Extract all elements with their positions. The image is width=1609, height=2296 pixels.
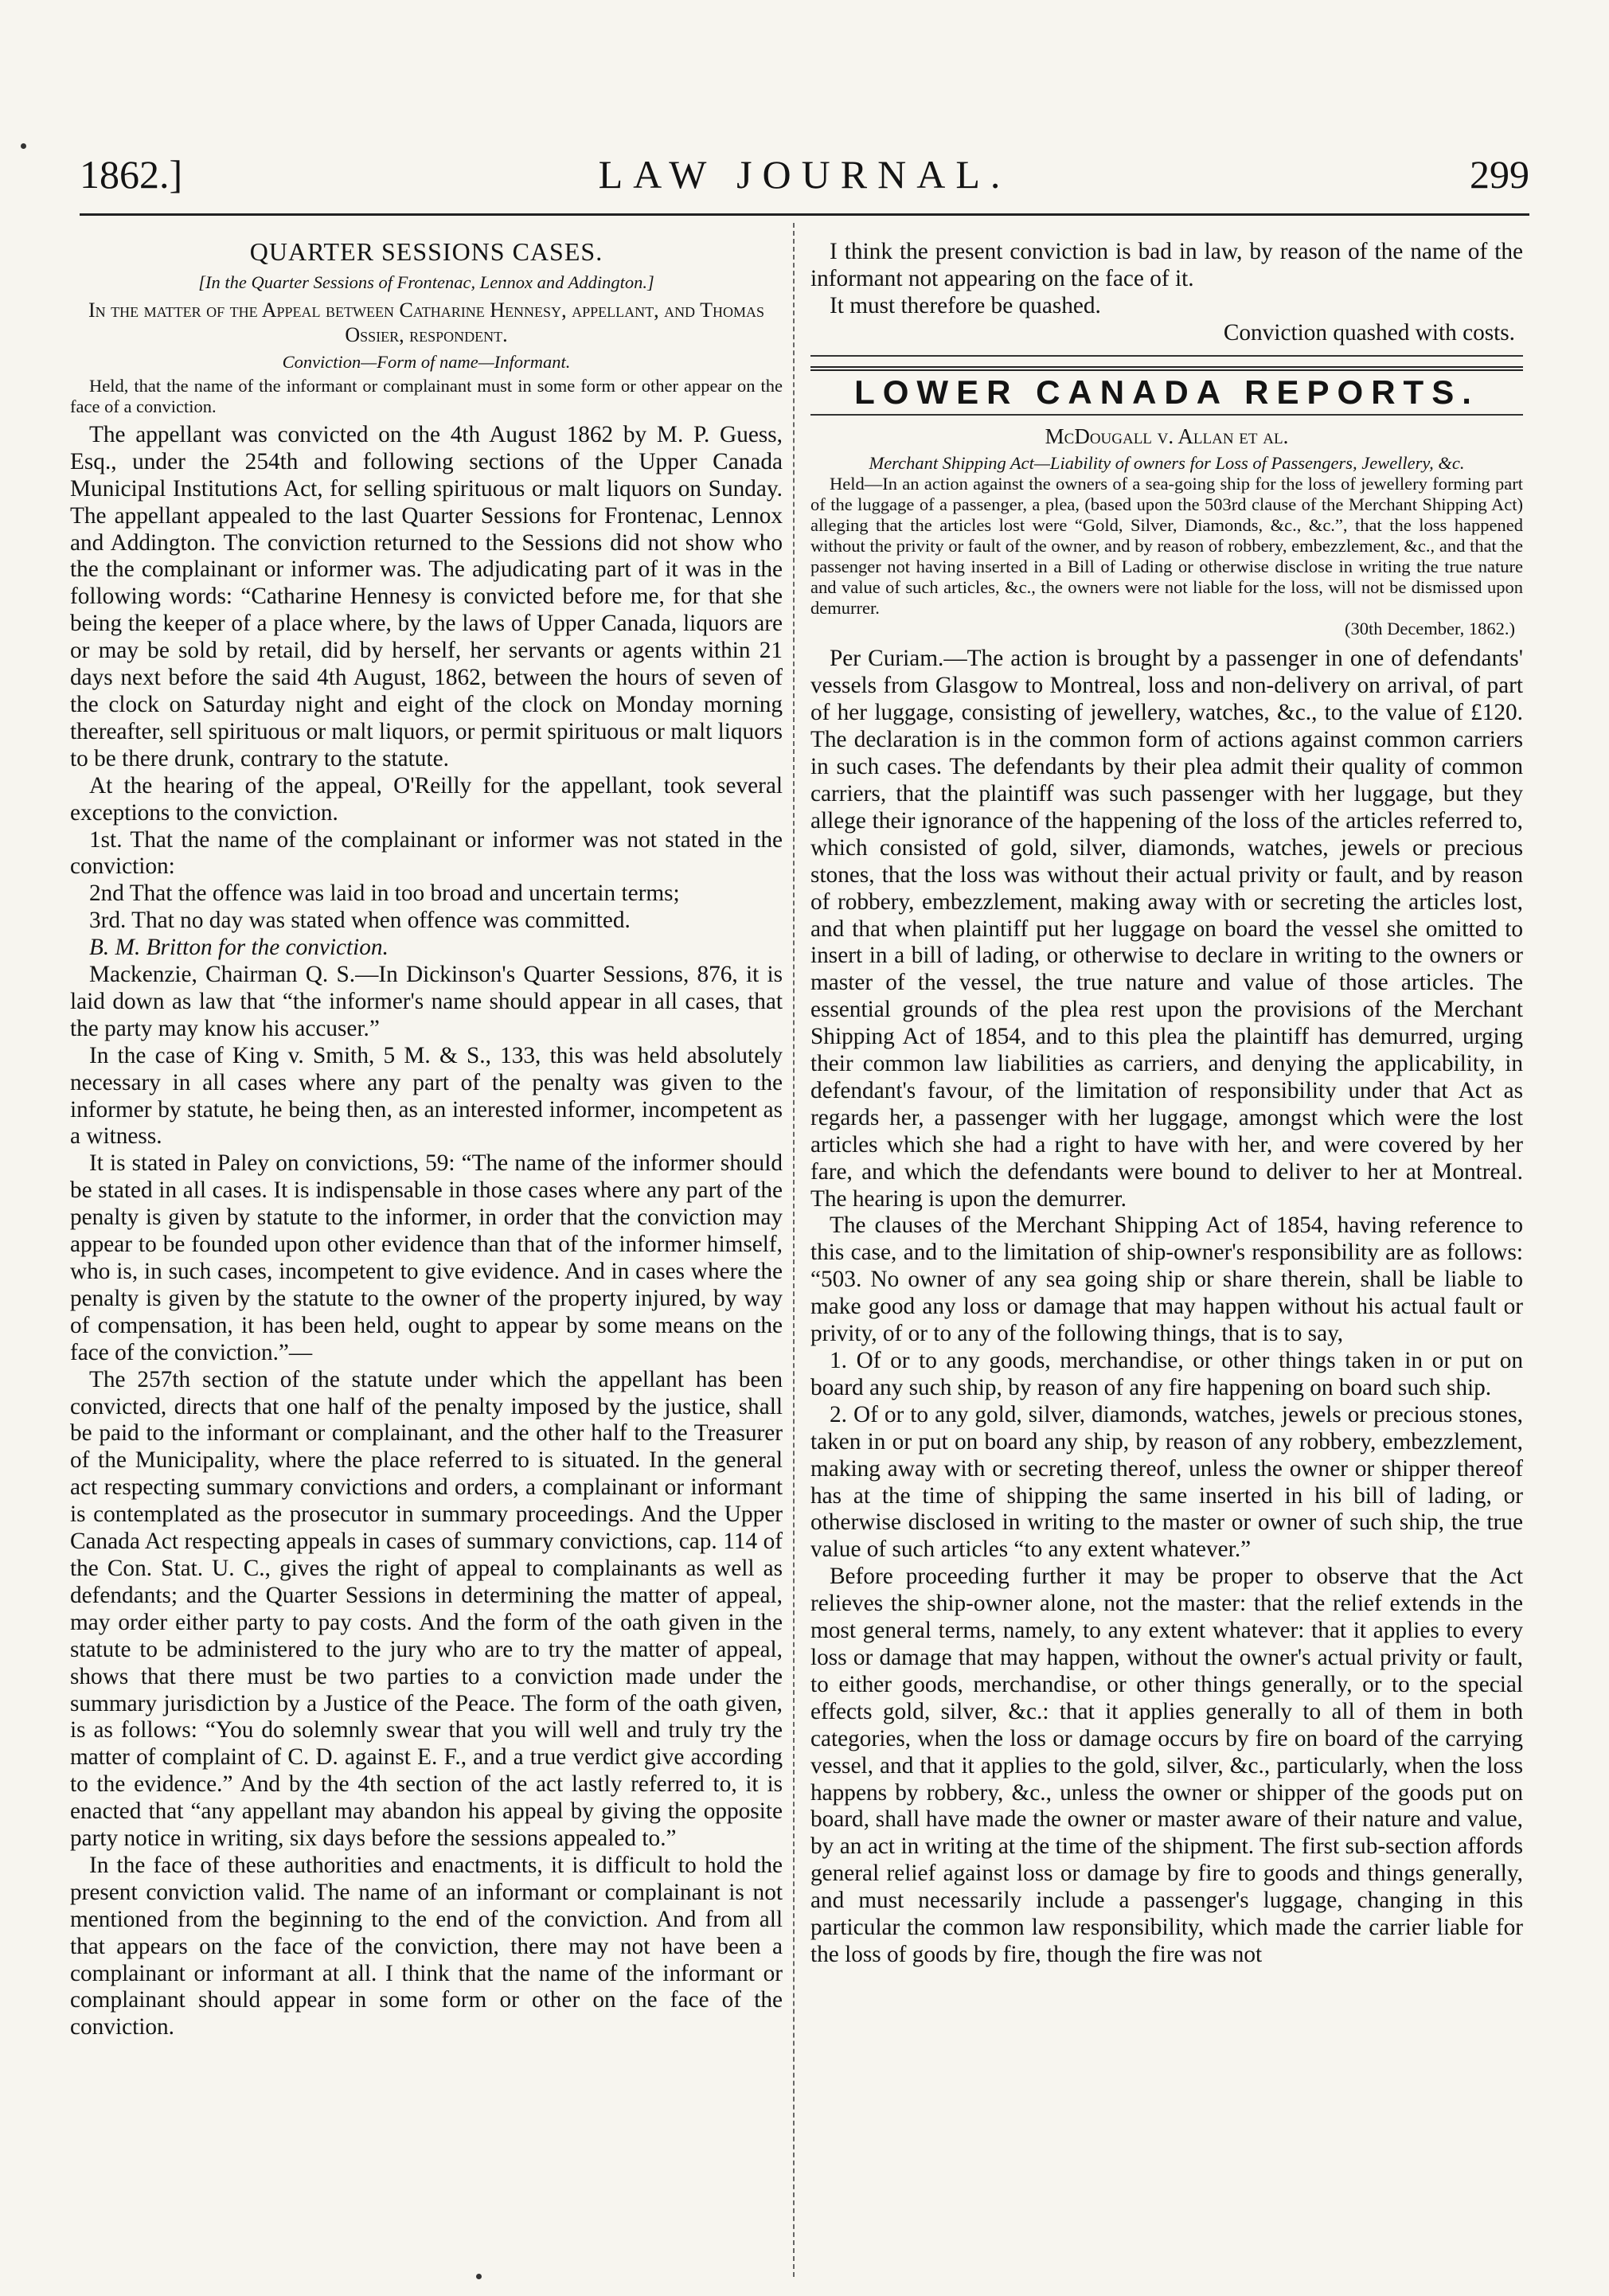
paragraph: Before proceeding further it may be proper to observe that the Act relieves the ship-owner alone, not the master: that the relief extends in the most general terms, namely, to any extent whatever: that it applies to every loss or damage that may happen, without the owner's actual privity or fault, to either goods, merchandise, or other things generally, or to the special effects gold, silver, &c.: that it applies generally to all of them in both categories, when the loss or damage occurs by fire on board of the carrying vessel, and that it applies to the gold, silver, &c., particularly, when the loss happens by robbery, &c., unless the owner or shipper of the goods put on board, shall have made the owner or master aware of their nature and value, by an act in writing at the time of the shipment. The first sub-section affords general relief against loss or damage by fire to goods and things generally, and must necessarily include a passenger's luggage, changing in this particular the common law responsibility, which made the carrier liable for the loss of goods by fire, though the fire was not	[810, 1564, 1523, 1967]
case-title: In the matter of the Appeal between Catharine Hennesy, appellant, and Thomas Ossier, respondent.	[88, 298, 764, 346]
decision-date: (30th December, 1862.)	[1344, 619, 1515, 639]
paragraph: It must therefore be quashed.	[830, 292, 1101, 318]
right-column	[810, 239, 1523, 2277]
headnote: Held, that the name of the informant or complainant must in some form or other appear on the face of a conviction.	[70, 375, 783, 416]
paragraph: The clauses of the Merchant Shipping Act of 1854, having reference to this case, and to the limitation of ship-owner's responsibility are as follows: “503. No owner of any sea going ship or share therein, shall be liable to make good any loss or damage that may happen without his actual fault or privity, of or to any of the following things, that is to say,	[810, 1212, 1523, 1347]
ink-speck	[21, 143, 26, 149]
catchwords: Conviction—Form of name—Informant.	[282, 351, 571, 372]
paragraph: In the face of these authorities and enactments, it is difficult to hold the present conviction valid. The name of an informant or complainant is not mentioned from the beginning to the end of the conviction. And from all that appears on the face of the conviction, there may not have been a complainant or informant at all. I think that the name of the informant or complainant should appear in some form or other on the face of the conviction.	[70, 1852, 783, 2040]
section-heading: LOWER CANADA REPORTS.	[854, 373, 1479, 411]
case-title: McDougall v. Allan et al.	[1045, 424, 1289, 448]
rule	[810, 355, 1523, 357]
paragraph: In the case of King v. Smith, 5 M. & S., 133, this was held absolutely necessary in all cases where any part of the penalty was given to the informer by statute, he being then, as an interested informer, incompetent as a witness.	[70, 1042, 783, 1150]
paragraph: At the hearing of the appeal, O'Reilly for the appellant, took several exceptions to the conviction.	[70, 772, 783, 826]
paragraph: I think the present conviction is bad in law, by reason of the name of the informant not appearing on the face of it.	[810, 239, 1523, 291]
header-rule	[80, 213, 1529, 216]
ink-speck	[476, 2274, 482, 2279]
column-divider	[793, 223, 795, 2277]
paragraph: 1st. That the name of the complainant or informer was not stated in the conviction:	[70, 826, 783, 880]
rule	[810, 366, 1523, 371]
running-header	[80, 151, 1529, 207]
paragraph: 2. Of or to any gold, silver, diamonds, watches, jewels or precious stones, taken in or put on board any ship, by reason of any robbery, embezzlement, making away with or secreting thereof, unless the owner or shipper thereof has at the time of shipping the same inserted in his bill of lading, or otherwise disclosed in writing to the master or owner of such ship, the true value of such articles “to any extent whatever.”	[810, 1401, 1523, 1563]
paragraph: Mackenzie, Chairman Q. S.—In Dickinson's Quarter Sessions, 876, it is laid down as law that “the informer's name should appear in all cases, that the party may know his accuser.”	[70, 962, 783, 1041]
court-line: [In the Quarter Sessions of Frontenac, Lennox and Addington.]	[198, 271, 654, 292]
paragraph: The appellant was convicted on the 4th August 1862 by M. P. Guess, Esq., under the 254th and following sections of the Upper Canada Municipal Institutions Act, for selling spirituous or malt liquors on Sunday. The appellant appealed to the last Quarter Sessions for Frontenac, Lennox and Addington. The conviction returned to the Sessions did not show who the the complainant or informer was. The adjudicating part of it was in the following words: “Catharine Hennesy is convicted before me, for that she being the keeper of a place where, by the laws of Upper Canada, liquors are or may be sold by retail, did by herself, her servants or agents within 21 days next before the said 4th August, 1862, between the hours of seven of the clock on Saturday night and eight of the clock on Monday morning thereafter, sell spirituous or malt liquors, or permit spirituous or malt liquors to be there drunk, contrary to the statute.	[70, 421, 783, 771]
section-heading: QUARTER SESSIONS CASES.	[249, 239, 603, 266]
page-number: 299	[1470, 152, 1529, 197]
headnote: Held—In an action against the owners of a sea-going ship for the loss of jewellery forming part of the luggage of a passenger, a plea, (based upon the 503rd clause of the Merchant Shipping Act) alleging that the articles lost were “Gold, Silver, Diamonds, &c., &c.”, that the loss happened without the privity or fault of the owner, and by reason of robbery, embezzlement, &c., and that the passenger not having inserted in a Bill of Lading or otherwise disclose in writing the true nature and value of such articles, &c., the owners were not liable for the loss, will not be dismissed upon demurrer.	[810, 474, 1523, 619]
paragraph: 2nd That the offence was laid in too broad and uncertain terms;	[89, 881, 680, 907]
decision: Conviction quashed with costs.	[1223, 319, 1515, 346]
header-year: 1862.]	[80, 152, 183, 197]
rule	[810, 414, 1523, 416]
paragraph: Per Curiam.—The action is brought by a passenger in one of defendants' vessels from Glasgow to Montreal, loss and non-delivery on arrival, of part of her luggage, consisting of jewellery, watches, &c., to the value of £120. The declaration is in the common form of actions against common carriers in such cases. The defendants by their plea admit their quality of common carriers, that the plaintiff was such passenger with her luggage, but they allege their ignorance of the happening of the loss of the articles referred to, which consisted of gold, silver, diamonds, watches, jewels or precious stones, that the loss was without their actual privity or fault, and by reason of robbery, embezzlement, making away with or secreting the articles lost, and that when plaintiff put her luggage on board the vessel she omitted to insert in a bill of lading, or otherwise to declare in writing to the owners or master of the vessel, the true nature and value of those articles. The essential grounds of the plea rest upon the provisions of the Merchant Shipping Act of 1854, and to this plea the plaintiff has demurred, urging their common law liabilities as carriers, and denying the applicability, in defendant's favour, of the limitation of responsibility under that Act as regards her, a passenger with her luggage, amongst which were the lost articles which she had a right to have with her, and were covered by her fare, and which the defendants were bound to deliver to her at Montreal. The hearing is upon the demurrer.	[810, 646, 1523, 1212]
catchwords: Merchant Shipping Act—Liability of owners for Loss of Passengers, Jewellery, &c.	[869, 453, 1465, 474]
paragraph: B. M. Britton for the conviction.	[89, 935, 389, 961]
paragraph: 1. Of or to any goods, merchandise, or other things taken in or put on board any such ship, by reason of any fire happening on board such ship.	[810, 1348, 1523, 1400]
paragraph: 3rd. That no day was stated when offence was committed.	[89, 908, 631, 934]
paragraph: It is stated in Paley on convictions, 59: “The name of the informer should be stated in all cases. It is indispensable in those cases where any part of the penalty is given by statute to the informer, in order that the conviction may appear to be founded upon other evidence than that of the informer himself, who is, in such cases, incompetent to give evidence. And in cases where the penalty is given by the statute to the owner of the property injured, by way of compensation, it has been held, ought to appear by some means on the face of the conviction.”—	[70, 1150, 783, 1365]
left-column	[70, 239, 783, 2277]
journal-title: LAW JOURNAL.	[598, 152, 1011, 197]
paragraph: The 257th section of the statute under which the appellant has been convicted, directs that one half of the penalty imposed by the justice, shall be paid to the informant or complainant, and the other half to the Treasurer of the Municipality, where the place referred to is situated. In the general act respecting summary convictions and orders, a complainant or informant is contemplated as the prosecutor in summary proceedings. And the Upper Canada Act respecting appeals in cases of summary convictions, cap. 114 of the Con. Stat. U. C., gives the right of appeal to complainants as well as defendants; and the Quarter Sessions in determining the matter of appeal, may order either party to pay costs. And the form of the oath given in the statute to be administered to the jury who are to try the matter of appeal, shows that there must be two parties to a conviction made under the summary jurisdiction by a Justice of the Peace. The form of the oath given, is as follows: “You do solemnly swear that you will well and truly try the matter of complaint of C. D. against E. F., and a true verdict give according to the evidence.” And by the 4th section of the act lastly referred to, it is enacted that “any appellant may abandon his appeal by giving the opposite party notice in writing, six days before the sessions appealed to.”	[70, 1366, 783, 1852]
